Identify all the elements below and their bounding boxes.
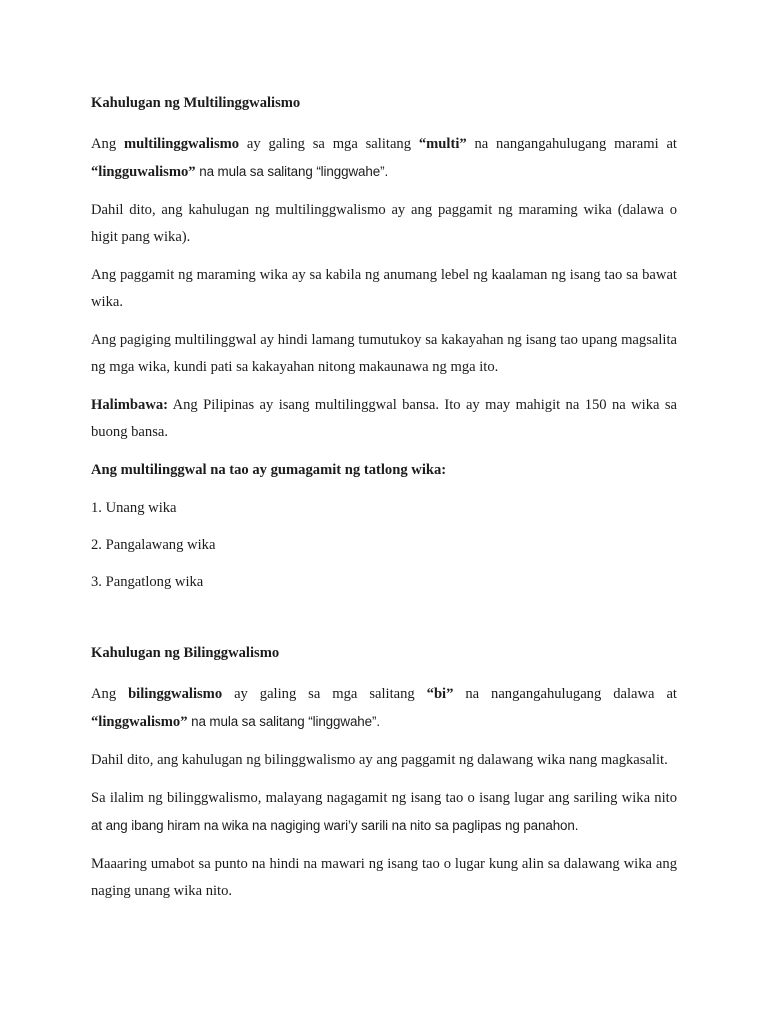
bold-term: bilinggwalismo: [128, 686, 223, 702]
text-segment: Ang: [91, 136, 124, 152]
text-segment: ay galing sa mga salitang: [239, 136, 419, 152]
list-item: 1. Unang wika: [91, 500, 177, 516]
list-item: 2. Pangalawang wika: [91, 537, 216, 553]
paragraph-ability-multi: Ang pagiging multilinggwal ay hindi lamang tumutukoy sa kakayahan ng isang tao upang magsalita ng mga wika, kundi pati sa kakayahan nitong makaunawa ng mga ito.: [91, 332, 677, 375]
section-spacer: [91, 606, 677, 640]
bold-term: multilinggwalismo: [123, 136, 240, 152]
bold-term: “bi”: [426, 686, 454, 702]
paragraph-definition-bi: [91, 681, 677, 736]
text-segment: Sa ilalim ng bilinggwalismo, malayang nagagamit ng isang tao o isang lugar ang sariling wika nito: [91, 790, 677, 806]
list-heading: Ang multilinggwal na tao ay gumagamit ng tatlong wika:: [91, 462, 447, 478]
text-segment: na nangangahulugang dalawa at: [453, 686, 677, 702]
text-segment: na mula sa salitang “linggwahe”.: [187, 714, 380, 729]
paragraph-first-language-bi: Maaaring umabot sa punto na hindi na mawari ng isang tao o lugar kung alin sa dalawang wika ang naging unang wika nito.: [91, 856, 677, 899]
section-title-bilinggwalismo: Kahulugan ng Bilinggwalismo: [91, 645, 280, 661]
paragraph-freedom-bi: [91, 785, 677, 840]
text-segment: na nangangahulugang marami at: [466, 136, 677, 152]
example-label: Halimbawa:: [91, 397, 169, 413]
paragraph-definition-multi: [91, 131, 677, 186]
list-item: 3. Pangatlong wika: [91, 574, 204, 590]
bold-term: “lingguwalismo”: [91, 164, 196, 180]
text-segment: ay galing sa mga salitang: [222, 686, 427, 702]
text-segment: at ang ibang hiram na wika na nagiging wari’y sarili na nito sa paglipas ng panahon.: [91, 818, 579, 833]
document-page: [91, 90, 677, 916]
paragraph-example: [91, 392, 677, 446]
paragraph-meaning-multi: Dahil dito, ang kahulugan ng multilinggwalismo ay ang paggamit ng maraming wika (dalawa o higit pang wika).: [91, 202, 677, 245]
text-segment: na mula sa salitang “linggwahe”.: [195, 164, 389, 179]
text-segment: Ang: [91, 686, 129, 702]
paragraph-meaning-bi: Dahil dito, ang kahulugan ng bilinggwalismo ay ang paggamit ng dalawang wika nang magkasalit.: [91, 752, 668, 768]
example-text: Ang Pilipinas ay isang multilinggwal bansa. Ito ay may mahigit na 150 na wika sa buong bansa.: [91, 397, 677, 440]
paragraph-usage-multi: Ang paggamit ng maraming wika ay sa kabila ng anumang lebel ng kaalaman ng isang tao sa bawat wika.: [91, 267, 677, 310]
bold-term: “linggwalismo”: [91, 714, 188, 730]
section-title-multilinggwalismo: Kahulugan ng Multilinggwalismo: [91, 95, 301, 111]
bold-term: “multi”: [418, 136, 467, 152]
